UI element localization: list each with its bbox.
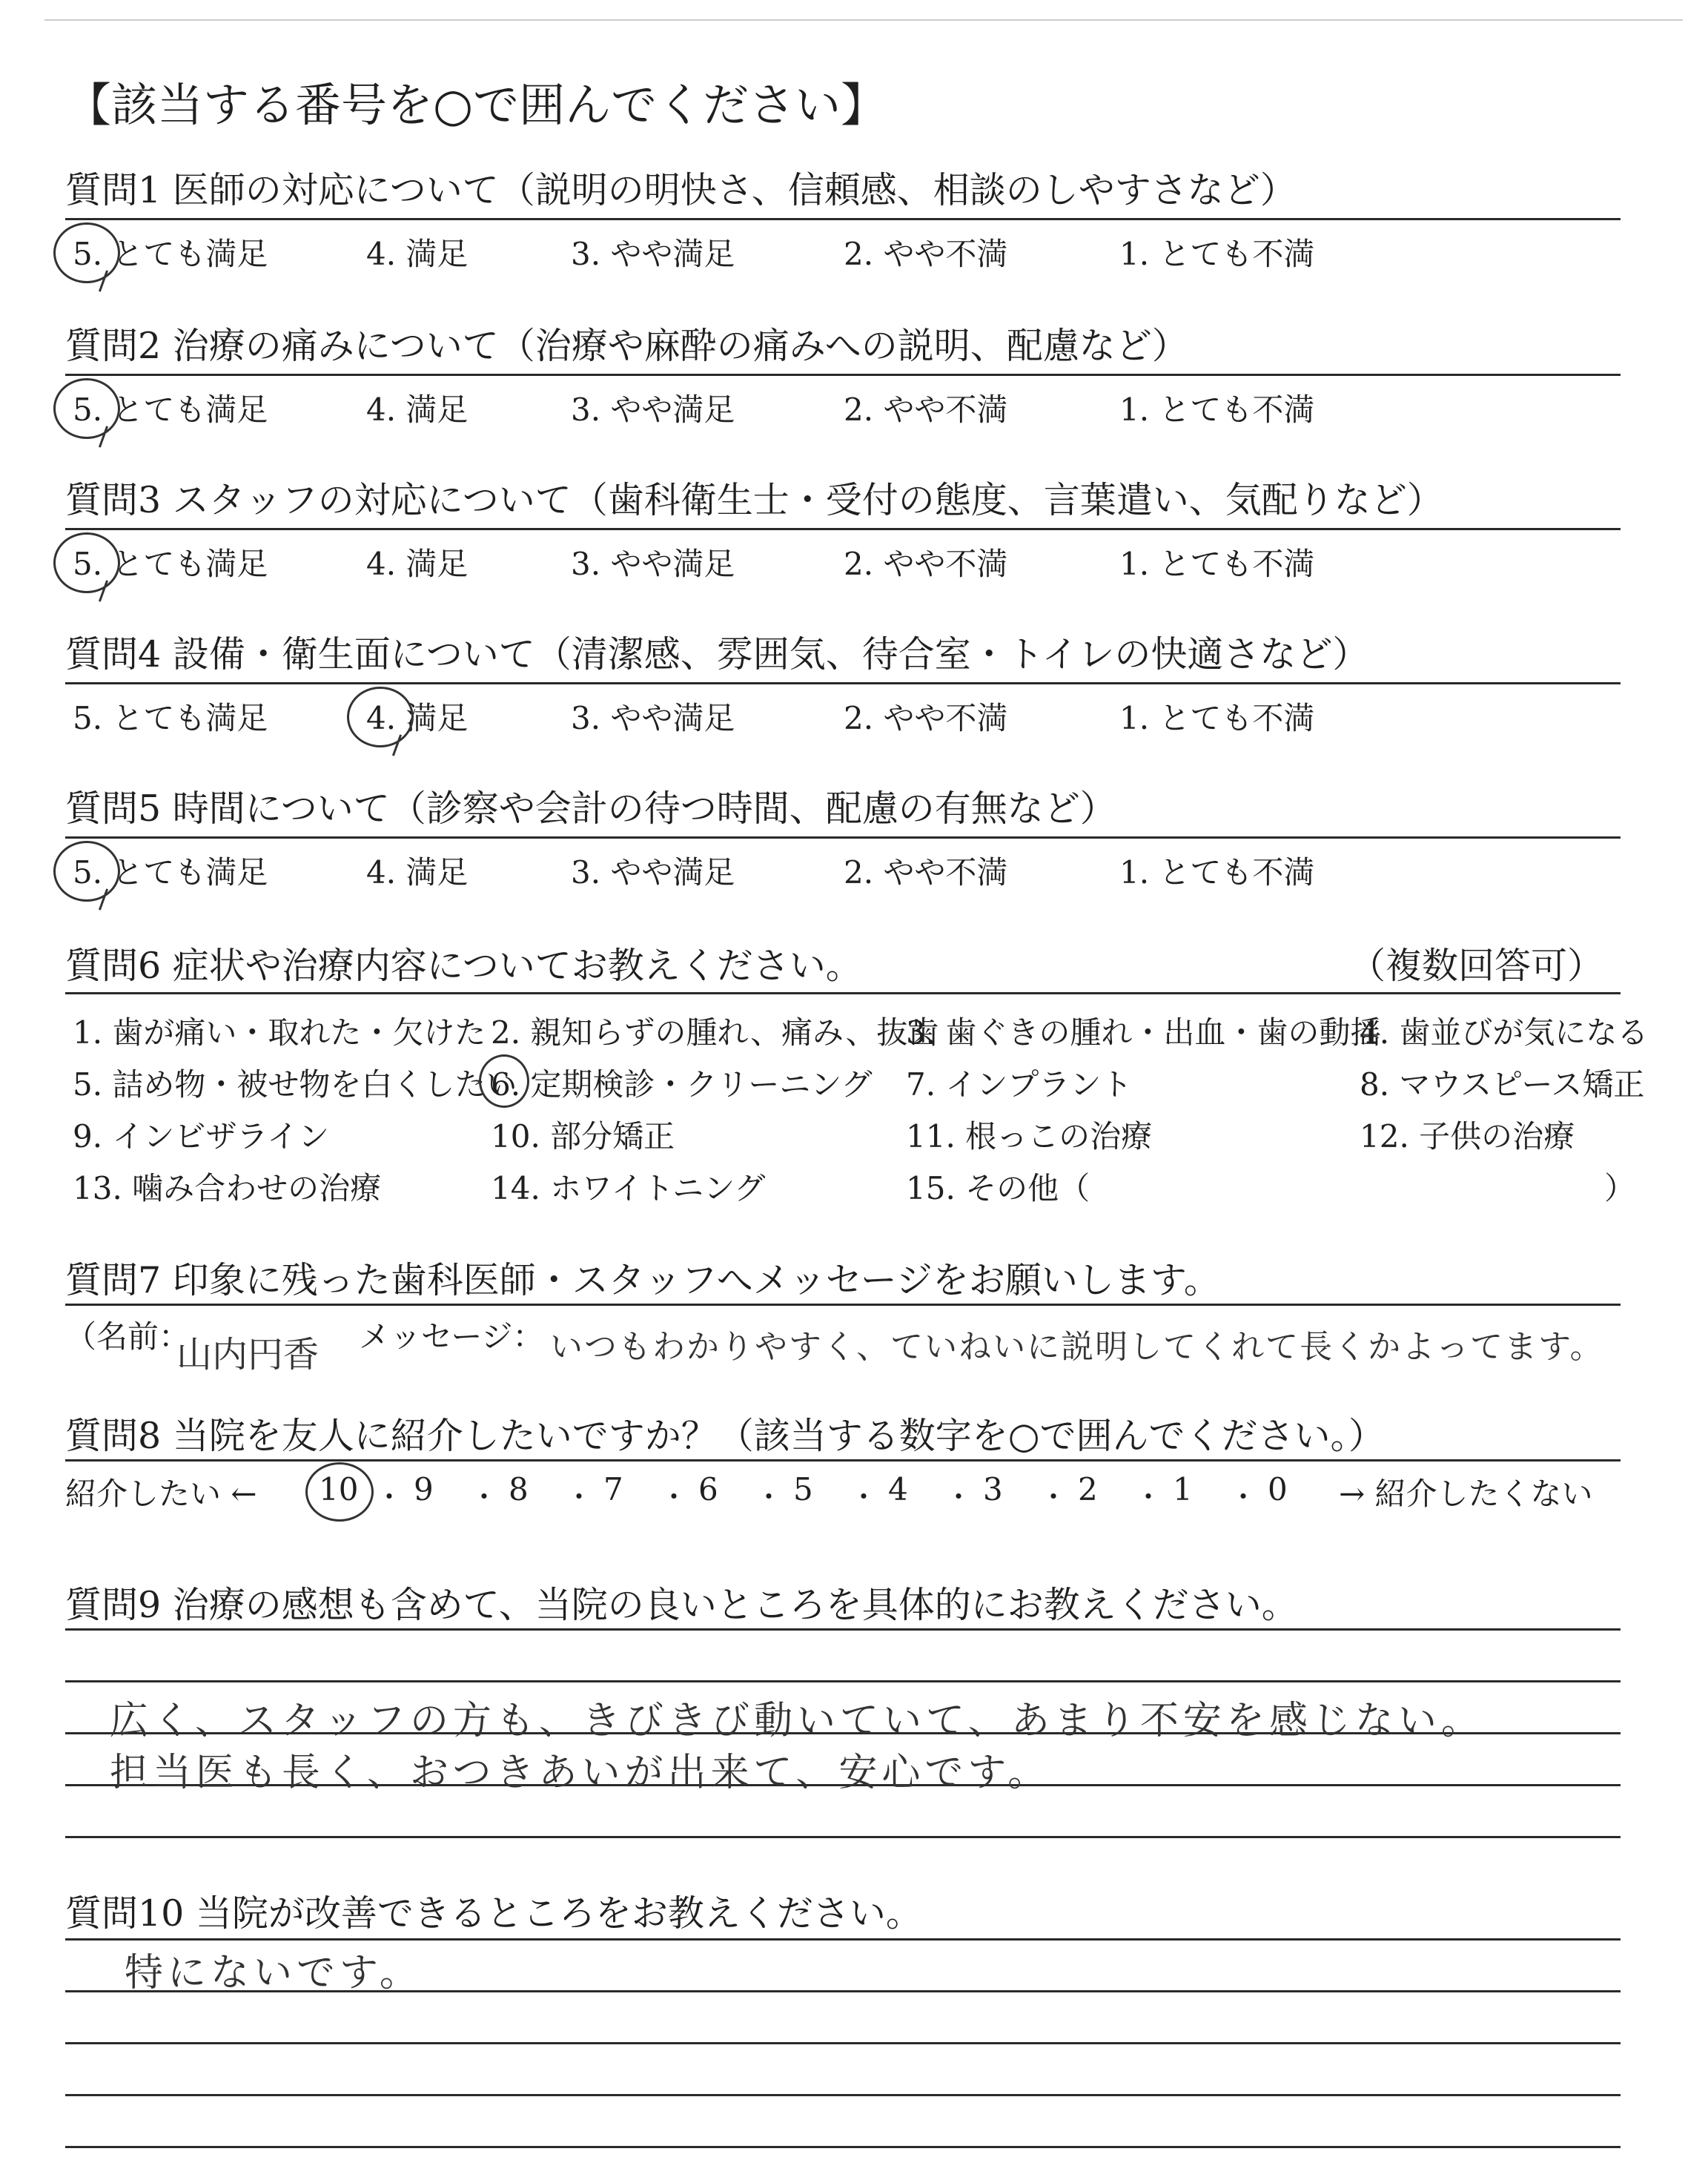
q3-selection-circle (53, 532, 120, 593)
q5-option-4[interactable]: 4. 満足 (366, 854, 469, 891)
q9-line-2 (65, 1680, 1621, 1682)
q3-option-4[interactable]: 4. 満足 (366, 546, 469, 582)
top-edge-line (44, 19, 1683, 21)
q4-option-3[interactable]: 3. やや満足 (571, 700, 735, 736)
q8-selection-circle (305, 1462, 374, 1522)
q2-heading: 質問2 治療の痛みについて（治療や麻酔の痛みへの説明、配慮など） (65, 325, 1188, 367)
q8-separator: ・ (850, 1481, 878, 1513)
q2-option-4[interactable]: 4. 満足 (366, 392, 469, 428)
q6-option-3[interactable]: 3. 歯ぐきの腫れ・出血・歯の動揺 (906, 1014, 1382, 1051)
q9-line-1 (65, 1628, 1621, 1631)
q6-option-14[interactable]: 14. ホワイトニング (491, 1170, 766, 1206)
q8-scale-5[interactable]: 5 (793, 1471, 813, 1507)
q8-underline (65, 1459, 1621, 1462)
q8-separator: ・ (944, 1481, 973, 1513)
q2-option-1[interactable]: 1. とても不満 (1119, 392, 1315, 428)
q7-underline (65, 1304, 1621, 1306)
q6-option-7[interactable]: 7. インプラント (906, 1066, 1133, 1103)
q8-left-label: 紹介したい ← (65, 1476, 257, 1512)
q6-option-8[interactable]: 8. マウスピース矯正 (1360, 1066, 1645, 1103)
q5-option-5[interactable]: 5. とても満足 (73, 854, 268, 891)
q6-option-11[interactable]: 11. 根っこの治療 (906, 1118, 1153, 1155)
q1-option-5[interactable]: 5. とても満足 (73, 236, 268, 272)
q4-option-5[interactable]: 5. とても満足 (73, 700, 268, 736)
q4-underline (65, 682, 1621, 684)
q4-selection-circle (347, 687, 414, 747)
q5-option-3[interactable]: 3. やや満足 (571, 854, 735, 891)
q6-heading: 質問6 症状や治療内容についてお教えください。 (65, 945, 862, 987)
q7-heading: 質問7 印象に残った歯科医師・スタッフへメッセージをお願いします。 (65, 1259, 1220, 1301)
q5-heading: 質問5 時間について（診察や会計の待つ時間、配慮の有無など） (65, 787, 1116, 830)
q6-option-5[interactable]: 5. 詰め物・被せ物を白くしたい (73, 1066, 517, 1103)
q10-line-4 (65, 2094, 1621, 2096)
q8-separator: ・ (660, 1481, 689, 1513)
q8-separator: ・ (1134, 1481, 1163, 1513)
q6-option-4[interactable]: 4. 歯並びが気になる (1360, 1014, 1649, 1051)
q4-option-1[interactable]: 1. とても不満 (1119, 700, 1315, 736)
q6-option-6[interactable]: 6. 定期検診・クリーニング (491, 1066, 873, 1103)
q10-heading: 質問10 当院が改善できるところをお教えください。 (65, 1892, 922, 1935)
q8-scale-10[interactable]: 10 (319, 1471, 359, 1507)
q8-scale-1[interactable]: 1 (1173, 1471, 1193, 1507)
q2-selection-circle (53, 378, 120, 439)
q1-option-2[interactable]: 2. やや不満 (844, 236, 1008, 272)
q7-message-label: メッセージ： (359, 1318, 544, 1355)
q8-separator: ・ (1229, 1481, 1258, 1513)
page-title: 【該当する番号を○で囲んでください】 (65, 78, 887, 132)
q6-underline (65, 992, 1621, 994)
q6-option-15[interactable]: 15. その他（ (906, 1170, 1090, 1206)
q8-separator: ・ (1039, 1481, 1068, 1513)
q3-option-3[interactable]: 3. やや満足 (571, 546, 735, 582)
q6-option-10[interactable]: 10. 部分矯正 (491, 1118, 675, 1155)
q8-separator: ・ (470, 1481, 499, 1513)
q4-option-4[interactable]: 4. 満足 (366, 700, 469, 736)
q9-line-5 (65, 1836, 1621, 1838)
q2-option-2[interactable]: 2. やや不満 (844, 392, 1008, 428)
q6-option-13[interactable]: 13. 噛み合わせの治療 (73, 1170, 382, 1206)
q8-scale-4[interactable]: 4 (888, 1471, 908, 1507)
q6-option-1[interactable]: 1. 歯が痛い・取れた・欠けた (73, 1014, 486, 1051)
q6-option-12[interactable]: 12. 子供の治療 (1360, 1118, 1575, 1155)
q7-message-line1: いつもわかりやすく、ていねいに説明してくれて長くかよってます。 (550, 1328, 1604, 1366)
q8-scale-9[interactable]: 9 (414, 1471, 434, 1507)
q4-option-2[interactable]: 2. やや不満 (844, 700, 1008, 736)
q8-scale-0[interactable]: 0 (1268, 1471, 1288, 1507)
q8-scale-7[interactable]: 7 (603, 1471, 623, 1507)
q6-selection-circle (479, 1054, 529, 1108)
q1-option-1[interactable]: 1. とても不満 (1119, 236, 1315, 272)
q3-option-5[interactable]: 5. とても満足 (73, 546, 268, 582)
q8-scale-6[interactable]: 6 (698, 1471, 718, 1507)
q4-heading: 質問4 設備・衛生面について（清潔感、雰囲気、待合室・トイレの快適さなど） (65, 633, 1369, 676)
q7-name-label: （名前： (65, 1318, 191, 1355)
q2-underline (65, 374, 1621, 376)
q9-heading: 質問9 治療の感想も含めて、当院の良いところを具体的にお教えください。 (65, 1584, 1298, 1626)
q1-selection-circle (53, 222, 120, 283)
q8-scale-8[interactable]: 8 (509, 1471, 529, 1507)
q3-heading: 質問3 スタッフの対応について（歯科衛生士・受付の態度、言葉遣い、気配りなど） (65, 479, 1443, 521)
q8-heading: 質問8 当院を友人に紹介したいですか？（該当する数字を○で囲んでください。） (65, 1415, 1386, 1457)
q1-option-4[interactable]: 4. 満足 (366, 236, 469, 272)
q8-separator: ・ (755, 1481, 784, 1513)
q5-option-1[interactable]: 1. とても不満 (1119, 854, 1315, 891)
q3-option-2[interactable]: 2. やや不満 (844, 546, 1008, 582)
q10-line-5 (65, 2146, 1621, 2148)
q3-underline (65, 528, 1621, 530)
q5-underline (65, 836, 1621, 839)
q2-option-5[interactable]: 5. とても満足 (73, 392, 268, 428)
q6-option-9[interactable]: 9. インビザライン (73, 1118, 330, 1155)
q10-line-3 (65, 2042, 1621, 2044)
q5-option-2[interactable]: 2. やや不満 (844, 854, 1008, 891)
q9-answer-line1: 広く、スタッフの方も、きびきび動いていて、あまり不安を感じない。 (110, 1699, 1484, 1743)
q1-underline (65, 218, 1621, 220)
q6-other-close: ） (1604, 1170, 1636, 1206)
q1-heading: 質問1 医師の対応について（説明の明快さ、信頼感、相談のしやすさなど） (65, 169, 1297, 211)
q9-answer-line2: 担当医も長く、おつきあいが出来て、安心です。 (110, 1751, 1051, 1795)
q8-right-label: → 紹介したくない (1339, 1476, 1593, 1512)
q2-option-3[interactable]: 3. やや満足 (571, 392, 735, 428)
q8-scale-3[interactable]: 3 (983, 1471, 1003, 1507)
q8-separator: ・ (375, 1481, 404, 1513)
q6-note: （複数回答可） (1349, 945, 1604, 987)
q6-option-2[interactable]: 2. 親知らずの腫れ、痛み、抜歯 (491, 1014, 939, 1051)
q7-name-value: 山内円香 (176, 1334, 320, 1375)
q3-option-1[interactable]: 1. とても不満 (1119, 546, 1315, 582)
q1-option-3[interactable]: 3. やや満足 (571, 236, 735, 272)
q8-separator: ・ (565, 1481, 594, 1513)
q10-answer-line1: 特にないです。 (125, 1951, 423, 1995)
q8-scale-2[interactable]: 2 (1078, 1471, 1098, 1507)
q5-selection-circle (53, 841, 120, 902)
q10-line-1 (65, 1938, 1621, 1941)
